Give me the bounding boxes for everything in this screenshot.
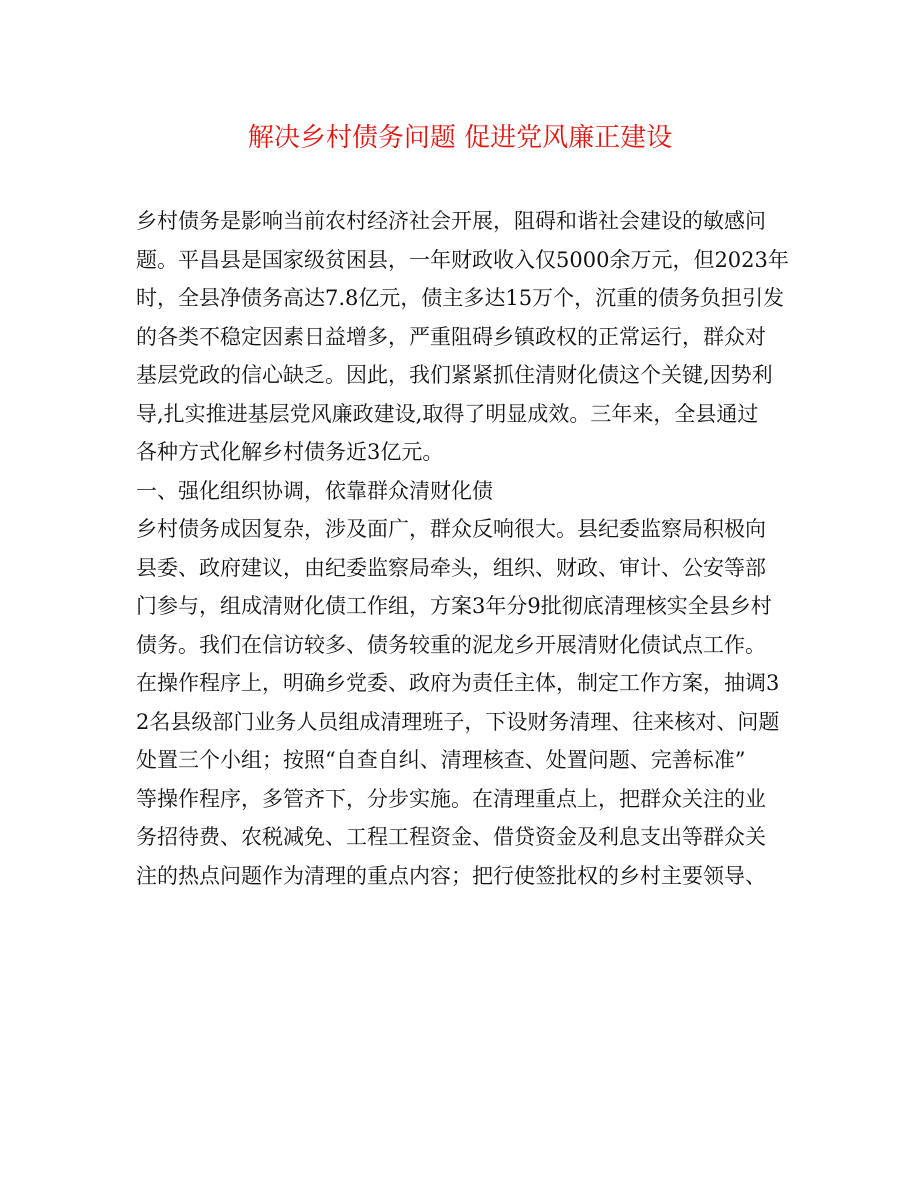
body-line: 2名县级部门业务人员组成清理班子，下设财务清理、往来核对、问题	[136, 709, 780, 734]
body-line: 等操作程序，多管齐下，分步实施。在清理重点上，把群众关注的业	[136, 786, 766, 811]
body-line: 在操作程序上，明确乡党委、政府为责任主体，制定工作方案，抽调3	[136, 671, 780, 695]
body-line: 题。平昌县是国家级贫困县，一年财政收入仅5000余万元，但2023年	[136, 247, 789, 272]
body-line: 导,扎实推进基层党风廉政建设,取得了明显成效。三年来，全县通过	[136, 401, 759, 426]
body-line: 乡村债务成因复杂，涉及面广，群众反响很大。县纪委监察局积极向	[136, 517, 766, 541]
body-line: 的各类不稳定因素日益增多，严重阻碍乡镇政权的正常运行，群众对	[136, 324, 766, 349]
document-title: 解决乡村债务问题 促进党风廉正建设	[247, 123, 673, 153]
body-line: 处置三个小组；按照“自查自纠、清理核查、处置问题、完善标准”	[136, 748, 746, 772]
document-body	[136, 202, 789, 895]
body-line: 门参与，组成清财化债工作组，方案3年分9批彻底清理核实全县乡村	[136, 594, 772, 618]
body-line: 注的热点问题作为清理的重点内容；把行使签批权的乡村主要领导、	[136, 863, 766, 888]
body-line: 时，全县净债务高达7.8亿元，债主多达15万个，沉重的债务负担引发	[136, 286, 785, 310]
body-line: 基层党政的信心缺乏。因此，我们紧紧抓住清财化债这个关键,因势利	[136, 363, 773, 387]
body-line: 县委、政府建议，由纪委监察局牵头，组织、财政、审计、公安等部	[136, 555, 766, 580]
body-line: 乡村债务是影响当前农村经济社会开展，阻碍和谐社会建设的敏感问	[136, 209, 766, 233]
body-line: 债务。我们在信访较多、债务较重的泥龙乡开展清财化债试点工作。	[136, 632, 766, 657]
body-line: 各种方式化解乡村债务近3亿元。	[136, 440, 444, 464]
section-heading: 一、强化组织协调，依靠群众清财化债	[136, 478, 493, 503]
body-line: 务招待费、农税减免、工程工程资金、借贷资金及利息支出等群众关	[136, 825, 766, 849]
